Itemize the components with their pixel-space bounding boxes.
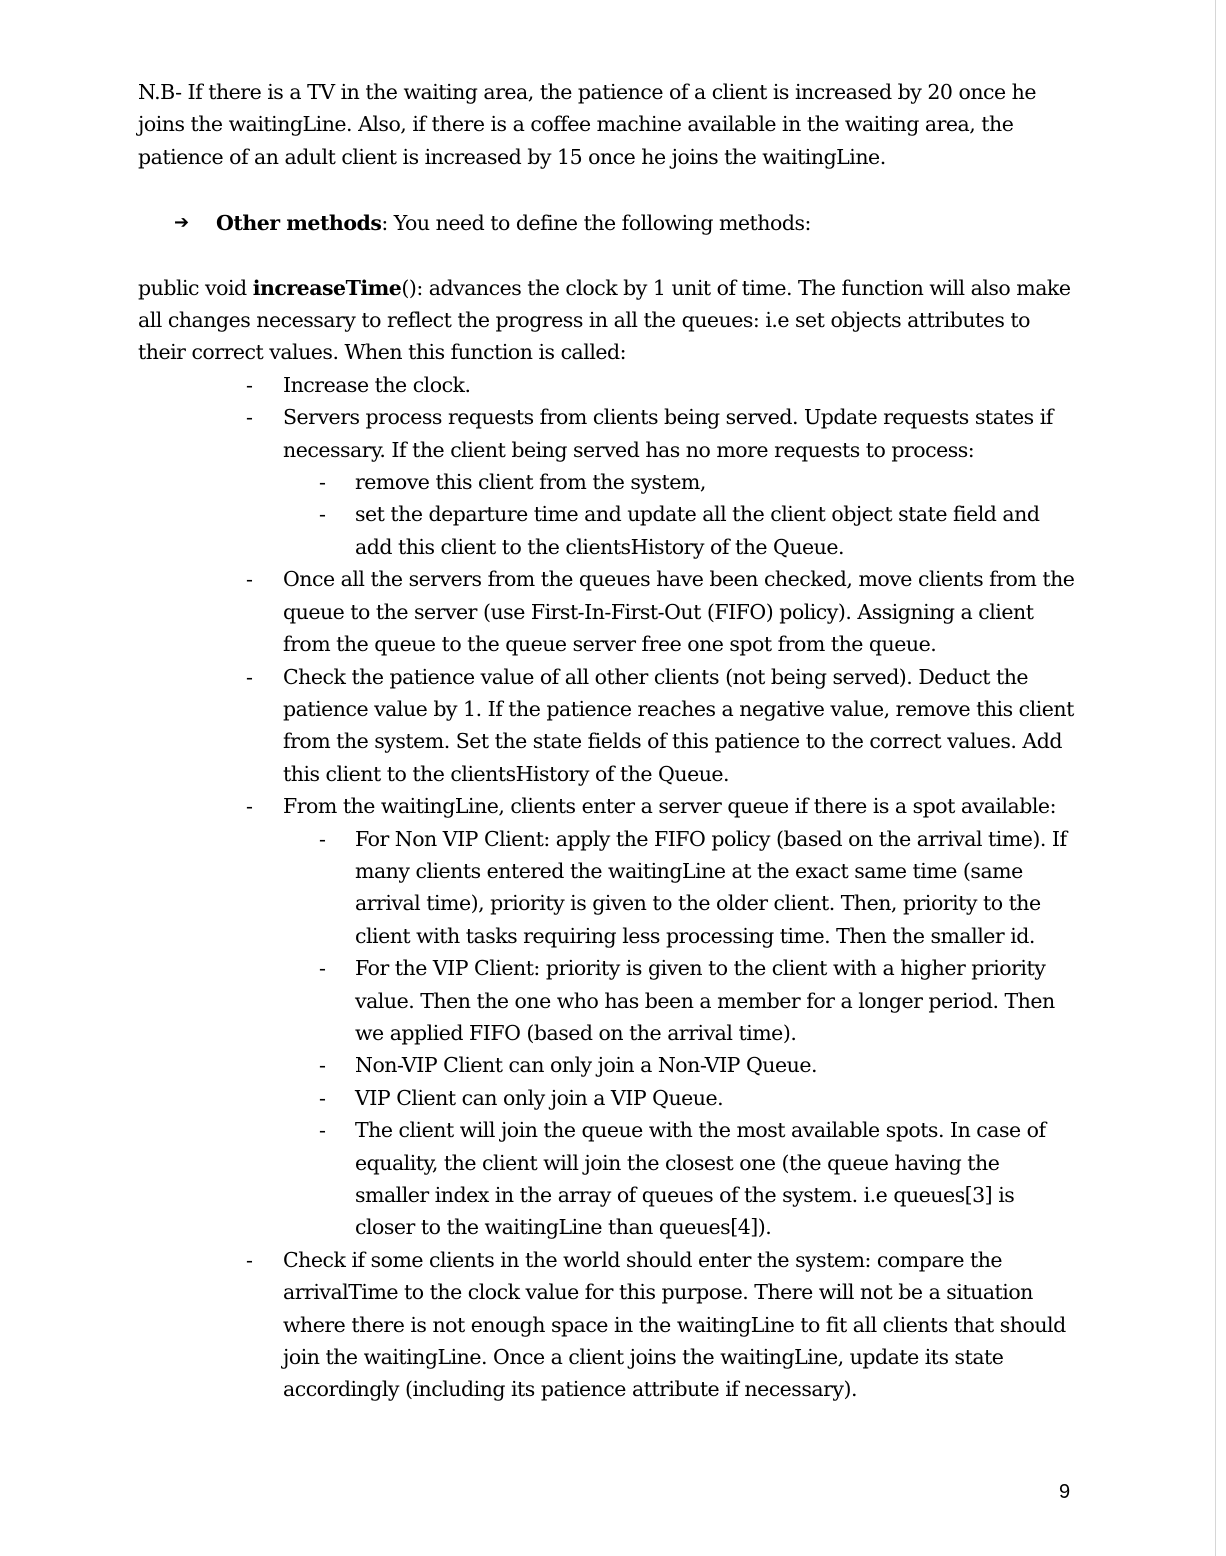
sub-list-item xyxy=(283,952,1078,1049)
dash-bullet: - xyxy=(246,405,253,430)
sub-list-item-text: Non-VIP Client can only join a Non-VIP Queue. xyxy=(355,1053,817,1078)
dash-bullet: - xyxy=(319,470,326,495)
dash-bullet: - xyxy=(246,567,253,592)
sub-list xyxy=(283,466,1078,563)
dash-bullet: - xyxy=(246,1247,253,1272)
sub-list-item xyxy=(283,1049,1078,1081)
method-description xyxy=(138,272,1078,369)
sub-list-item-text: VIP Client can only join a VIP Queue. xyxy=(355,1085,724,1110)
sub-list-item xyxy=(283,466,1078,498)
sub-list-item-text: The client will join the queue with the most available spots. In case of equality, the client will join the closest one (the queue having the smaller index in the array of queues of the system. i.e queues[3] is closer to the waitingLine than queues[4]). xyxy=(355,1118,1046,1240)
page-number: 9 xyxy=(1059,1481,1071,1503)
other-methods-heading xyxy=(138,207,1078,239)
step-list xyxy=(138,369,1078,1406)
method-prefix: public void xyxy=(138,275,253,300)
dash-bullet: - xyxy=(246,794,253,819)
sub-list-item xyxy=(283,823,1078,953)
list-item xyxy=(138,1244,1078,1406)
nb-paragraph: N.B- If there is a TV in the waiting area, the patience of a client is increased by 20 once he joins the waitingLine. Also, if there is a coffee machine available in the waiting area, the patience of an adult client is increased by 15 once he joins the waitingLine. xyxy=(138,80,1036,169)
sub-list xyxy=(283,823,1078,1244)
method-description-text: (): advances the clock by 1 unit of time. The function will also make all changes necessary to reflect the progress in all the queues: i.e set objects attributes to their correct values. When this function is called: xyxy=(138,275,1071,365)
list-item-text: Once all the servers from the queues have been checked, move clients from the queue to the server (use First-In-First-Out (FIFO) policy). Assigning a client from the queue to the queue server free one spot from the queue. xyxy=(283,567,1075,657)
other-methods-label: Other methods xyxy=(216,211,382,236)
list-item-text: Check the patience value of all other clients (not being served). Deduct the patience value by 1. If the patience reaches a negative value, remove this client from the system. Set the state fields of this patience to the correct values. Add this client to the clientsHistory of the Queue. xyxy=(283,664,1074,786)
dash-bullet: - xyxy=(319,1053,326,1078)
list-item-text: Check if some clients in the world should enter the system: compare the arrivalTime to the clock value for this purpose. There will not be a situation where there is not enough space in the waitingLine to fit all clients that should join the waitingLine. Once a client joins the waitingLine, update its state accordingly (including its patience attribute if necessary). xyxy=(283,1247,1066,1402)
sub-list-item-text: set the departure time and update all the client object state field and add this client to the clientsHistory of the Queue. xyxy=(355,502,1040,559)
list-item xyxy=(138,661,1078,791)
dash-bullet: - xyxy=(319,1118,326,1143)
list-item-text: Increase the clock. xyxy=(283,372,471,397)
dash-bullet: - xyxy=(246,664,253,689)
sub-list-item xyxy=(283,498,1078,563)
dash-bullet: - xyxy=(319,956,326,981)
dash-bullet: - xyxy=(319,502,326,527)
dash-bullet: - xyxy=(246,372,253,397)
method-name: increaseTime xyxy=(252,275,402,300)
sub-list-item-text: For the VIP Client: priority is given to the client with a higher priority value. Then the one who has been a member for a longer period. Then we applied FIFO (based on the arrival time). xyxy=(355,956,1055,1045)
sub-list-item-text: For Non VIP Client: apply the FIFO policy (based on the arrival time). If many clients entered the waitingLine at the exact same time (same arrival time), priority is given to the older client. Then, priority to the client with tasks requiring less processing time. Then the smaller id. xyxy=(355,826,1067,948)
list-item xyxy=(138,790,1078,1244)
arrow-icon: ➔ xyxy=(174,212,189,234)
list-item-text: Servers process requests from clients being served. Update requests states if necessary. If the client being served has no more requests to process: xyxy=(283,405,1053,462)
dash-bullet: - xyxy=(319,1085,326,1110)
other-methods-text: : You need to define the following methods: xyxy=(381,211,811,236)
list-item xyxy=(138,563,1078,660)
list-item xyxy=(138,401,1078,563)
sub-list-item-text: remove this client from the system, xyxy=(355,470,706,495)
page-edge xyxy=(1215,0,1226,1556)
page-content xyxy=(138,76,1078,1406)
sub-list-item xyxy=(283,1082,1078,1114)
sub-list-item xyxy=(283,1114,1078,1244)
list-item xyxy=(138,369,1078,401)
dash-bullet: - xyxy=(319,826,326,851)
list-item-text: From the waitingLine, clients enter a server queue if there is a spot available: xyxy=(283,794,1056,819)
